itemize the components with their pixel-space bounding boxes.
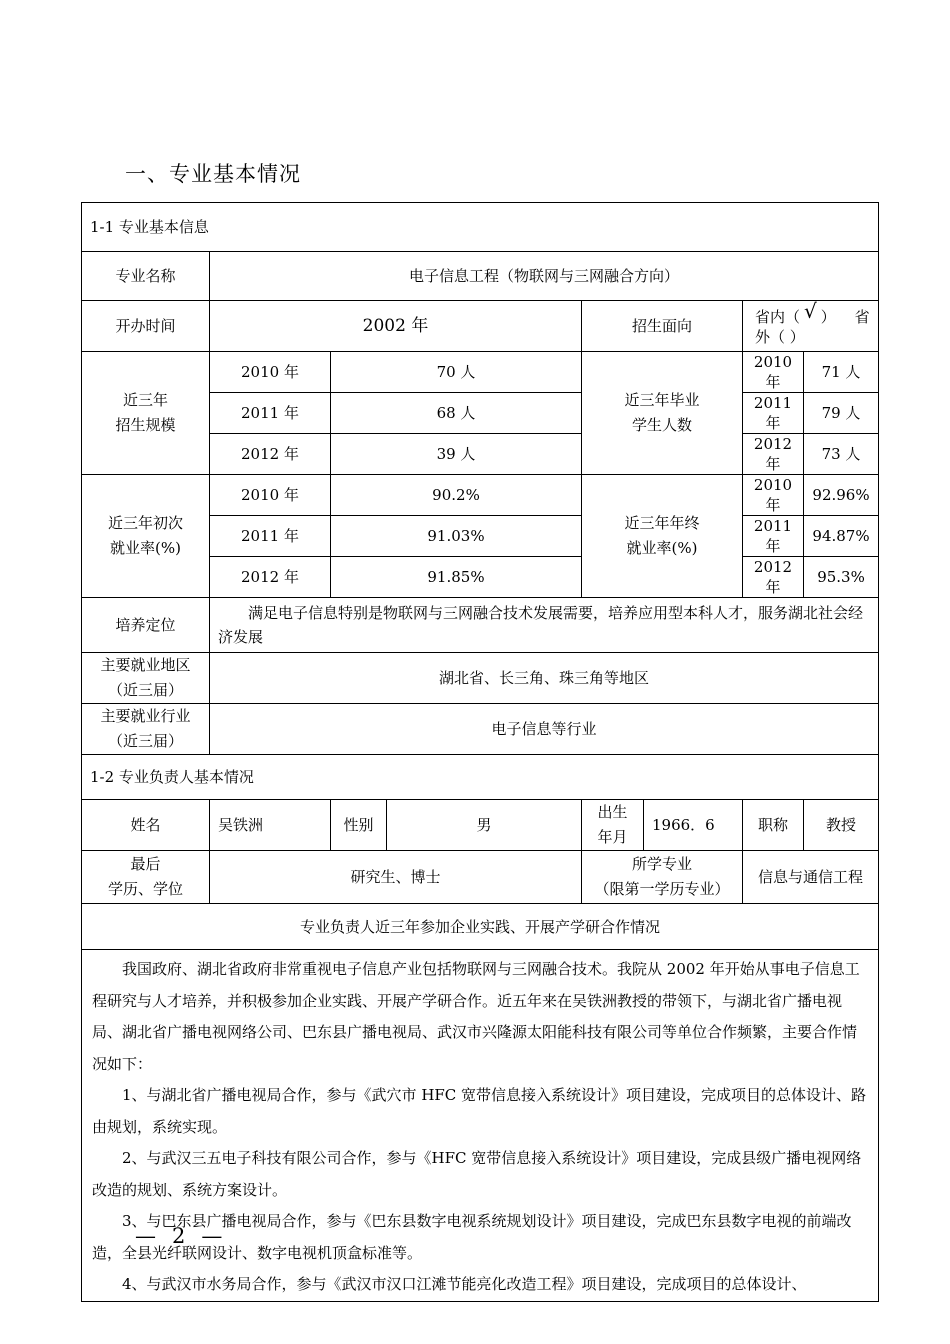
start-time-label: 开办时间 [82, 301, 210, 352]
final-employment-rate: 94.87% [804, 516, 879, 557]
initial-employment-label-1: 近三年初次 [107, 514, 183, 532]
initial-employment-rate: 91.03% [331, 516, 582, 557]
training-position-label: 培养定位 [82, 598, 210, 653]
education-label-1: 最后 [130, 855, 161, 873]
grad-count: 73 人 [804, 434, 879, 475]
footer-dash-right: — [201, 1224, 223, 1248]
major-studied-label-1: 所学专业 [631, 855, 692, 873]
major-studied-label [582, 851, 743, 904]
professional-info-table [81, 202, 879, 1302]
enroll-year: 2012 年 [210, 434, 331, 475]
training-position-value [210, 598, 879, 653]
job-title-value: 教授 [804, 800, 879, 851]
final-employment-label-1: 近三年年终 [624, 514, 700, 532]
enroll-year: 2011 年 [210, 393, 331, 434]
employment-region-label [82, 653, 210, 704]
job-title-label: 职称 [743, 800, 804, 851]
initial-employment-rate: 90.2% [331, 475, 582, 516]
birth-label [582, 800, 644, 851]
employment-industry-label-2: （近三届） [107, 732, 183, 750]
section-1-2-title: 1-2 专业负责人基本情况 [82, 755, 879, 800]
enroll-year: 2010 年 [210, 352, 331, 393]
employment-region-value: 湖北省、长三角、珠三角等地区 [210, 653, 879, 704]
initial-employment-year: 2012 年 [210, 557, 331, 598]
final-employment-rate: 92.96% [804, 475, 879, 516]
footer-dash-left: — [135, 1224, 156, 1248]
enroll-count: 68 人 [331, 393, 582, 434]
final-employment-label-2: 就业率(%) [626, 539, 698, 557]
grad-count-label [582, 352, 743, 475]
initial-employment-label-2: 就业率(%) [110, 539, 181, 557]
enroll-scale-label [82, 352, 210, 475]
leader-name-value: 吴铁洲 [210, 800, 331, 851]
grad-count-label-1: 近三年毕业 [624, 391, 700, 409]
gender-label: 性别 [331, 800, 387, 851]
employment-region-label-1: 主要就业地区 [100, 656, 191, 674]
gender-value: 男 [387, 800, 582, 851]
major-name-label: 专业名称 [82, 252, 210, 301]
in-province-open: 省内（ [755, 308, 801, 326]
initial-employment-year: 2010 年 [210, 475, 331, 516]
practice-heading: 专业负责人近三年参加企业实践、开展产学研合作情况 [82, 904, 879, 950]
final-employment-year: 2012 年 [743, 557, 804, 598]
enroll-scale-label-2: 招生规模 [115, 416, 176, 434]
section-1-1-title: 1-1 专业基本信息 [82, 203, 879, 252]
education-value: 研究生、博士 [210, 851, 582, 904]
birth-label-2: 年月 [597, 828, 628, 846]
employment-region-label-2: （近三届） [107, 681, 183, 699]
grad-year: 2010 年 [743, 352, 804, 393]
education-label [82, 851, 210, 904]
section-heading: 一、专业基本情况 [125, 162, 301, 186]
grad-count: 71 人 [804, 352, 879, 393]
enroll-scale-label-1: 近三年 [122, 391, 168, 409]
page-number-footer [127, 1224, 230, 1248]
enroll-count: 70 人 [331, 352, 582, 393]
employment-industry-label [82, 704, 210, 755]
start-time-value: 2002 年 [210, 301, 582, 352]
final-employment-year: 2011 年 [743, 516, 804, 557]
birth-label-1: 出生 [597, 803, 628, 821]
check-mark-icon: √ [804, 300, 817, 323]
page-number: 2 [172, 1224, 186, 1248]
initial-employment-rate: 91.85% [331, 557, 582, 598]
enroll-scope-label: 招生面向 [582, 301, 743, 352]
out-province: 省外（ ） [755, 308, 870, 346]
grad-year: 2012 年 [743, 434, 804, 475]
final-employment-label [582, 475, 743, 598]
final-employment-year: 2010 年 [743, 475, 804, 516]
narrative-paragraph: 4、与武汉市水务局合作，参与《武汉市汉口江滩节能亮化改造工程》项目建设，完成项目的总体设计、 [122, 1275, 807, 1293]
enroll-scope-value [743, 301, 879, 352]
training-position-text: 满足电子信息特别是物联网与三网融合技术发展需要，培养应用型本科人才，服务湖北社会经济发展 [218, 604, 864, 646]
practice-narrative [82, 950, 879, 1302]
narrative-paragraph: 1、与湖北省广播电视局合作，参与《武穴市 HFC 宽带信息接入系统设计》项目建设，完成项目的总体设计、路由规划，系统实现。 [92, 1086, 867, 1136]
grad-count-label-2: 学生人数 [631, 416, 692, 434]
employment-industry-label-1: 主要就业行业 [100, 707, 191, 725]
in-province-close: ） [820, 308, 836, 326]
initial-employment-label [82, 475, 210, 598]
major-studied-value: 信息与通信工程 [743, 851, 879, 904]
narrative-paragraph: 2、与武汉三五电子科技有限公司合作，参与《HFC 宽带信息接入系统设计》项目建设，完成县级广播电视网络改造的规划、系统方案设计。 [92, 1149, 862, 1199]
birth-value: 1966．6 [644, 800, 743, 851]
major-name-value: 电子信息工程（物联网与三网融合方向） [210, 252, 879, 301]
initial-employment-year: 2011 年 [210, 516, 331, 557]
grad-count: 79 人 [804, 393, 879, 434]
leader-name-label: 姓名 [82, 800, 210, 851]
major-studied-label-2: （限第一学历专业） [594, 880, 730, 898]
enroll-count: 39 人 [331, 434, 582, 475]
narrative-paragraph: 3、与巴东县广播电视局合作，参与《巴东县数字电视系统规划设计》项目建设，完成巴东县数字电视的前端改造，全县光纤联网设计、数字电视机顶盒标准等。 [92, 1212, 852, 1262]
employment-industry-value: 电子信息等行业 [210, 704, 879, 755]
narrative-paragraph: 我国政府、湖北省政府非常重视电子信息产业包括物联网与三网融合技术。我院从 2002 年开始从事电子信息工程研究与人才培养，并积极参加企业实践、开展产学研合作。近五年来在吴铁洲教授的带领下，与湖北省广播电视局、湖北省广播电视网络公司、巴东县广播电视局、武汉市兴隆源太阳能科技有限公司等单位合作频繁，主要合作情况如下： [92, 960, 860, 1073]
education-label-2: 学历、学位 [107, 880, 183, 898]
final-employment-rate: 95.3% [804, 557, 879, 598]
grad-year: 2011 年 [743, 393, 804, 434]
